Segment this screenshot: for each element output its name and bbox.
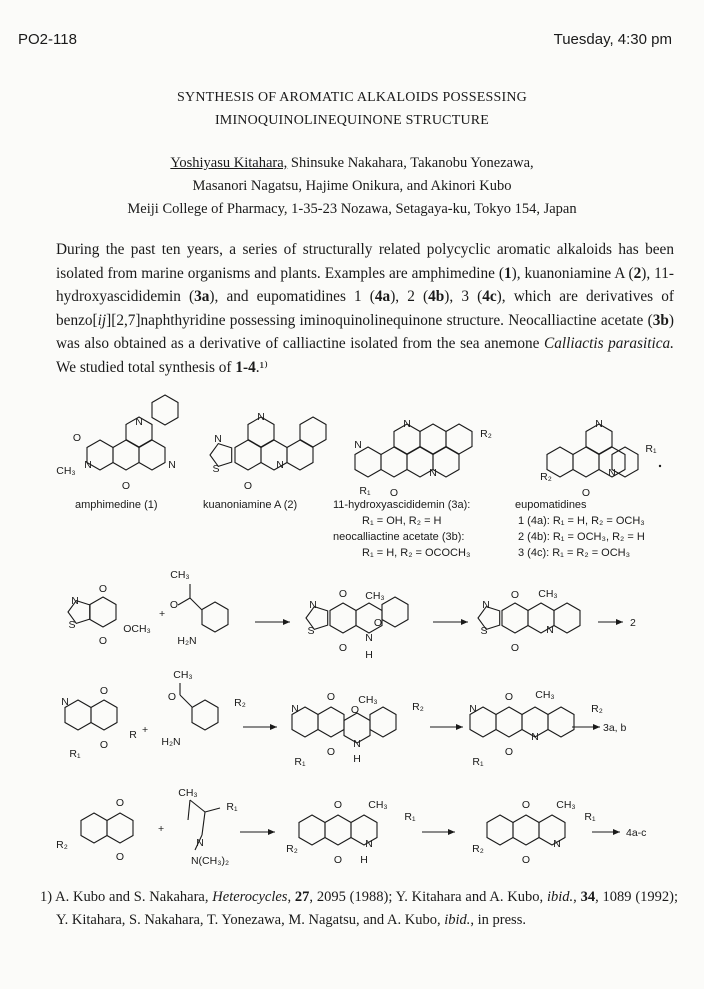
reaction-arrow-head	[268, 829, 275, 835]
abstract-segment: 4c	[482, 288, 497, 306]
caption-eupomatidines: eupomatidines	[515, 499, 587, 511]
atom-label: H	[353, 753, 361, 765]
atom-label: CH₃	[538, 588, 558, 600]
abstract-segment: 1-4	[235, 358, 256, 376]
caption-3a-substituents: R₁ = OH, R₂ = H	[362, 515, 442, 527]
ring-bond	[548, 707, 574, 737]
bond	[202, 812, 205, 835]
ring-bond	[330, 603, 356, 633]
atom-label: R₁	[69, 748, 81, 760]
abstract-segment: .¹⁾	[255, 358, 268, 376]
atom-label: O	[115, 851, 125, 863]
bond	[190, 598, 202, 610]
abstract-segment: ), which are derivatives of benzo[	[56, 288, 674, 329]
footnote-reference	[40, 886, 678, 932]
abstract-segment: 1	[503, 264, 512, 282]
atom-label: S	[68, 619, 76, 631]
ring-bond	[351, 815, 377, 845]
atom-label: N	[135, 416, 143, 428]
atom-label: O	[243, 480, 253, 492]
reaction-arrow-head	[456, 724, 463, 730]
abstract-code: PO2-118	[18, 31, 77, 48]
atom-label: N	[546, 624, 554, 636]
atom-label: S	[212, 463, 220, 475]
atom-label: R₁	[294, 756, 306, 768]
coauthors: Shinsuke Nakahara, Takanobu Yonezawa,	[287, 155, 534, 171]
atom-label: N	[482, 599, 490, 611]
abstract-segment: ij	[97, 311, 107, 329]
atom-label: N	[309, 599, 317, 611]
atom-label: N(CH₃)₂	[190, 855, 230, 867]
atom-label: N	[61, 696, 69, 708]
atom-label: N	[365, 632, 373, 644]
atom-label: O	[338, 588, 348, 600]
ring-bond	[202, 602, 228, 632]
period-dot	[659, 465, 661, 467]
abstract-segment: During the past ten years, a series of structurally related polycyclic aromatic alkaloids has been isolated from marine organisms and plants. Examples are amphimedine (	[56, 241, 674, 282]
footnote-segment: 1) A. Kubo and S. Nakahara,	[40, 889, 213, 905]
caption-kuanoniamine: kuanoniamine A (2)	[203, 499, 298, 511]
atom-label: H₂N	[177, 635, 197, 647]
atom-label: R	[129, 729, 137, 741]
atom-label: O	[504, 746, 514, 758]
atom-label: R₁	[404, 811, 416, 823]
atom-label: N	[403, 418, 411, 430]
reaction-arrow-head	[613, 829, 620, 835]
atom-label: O	[338, 642, 348, 654]
abstract-segment: ), kuanoniamine A (	[511, 264, 634, 282]
atom-label: N	[365, 838, 373, 850]
abstract-segment: We studied total synthesis of	[56, 358, 236, 376]
abstract-segment: ) was also obtained as a derivative of calliactine isolated from the sea anemone	[56, 311, 674, 353]
atom-label: O	[521, 799, 531, 811]
atom-label: H	[365, 649, 373, 661]
abstract-segment: 3a	[194, 288, 210, 306]
ring-bond	[355, 447, 381, 477]
atom-label: O	[350, 704, 360, 716]
authors-line-2: Masanori Nagatsu, Hajime Onikura, and Akinori Kubo	[192, 178, 512, 194]
atom-label: R₂	[472, 843, 484, 855]
ring-bond	[370, 707, 396, 737]
caption-3b-substituents: R₁ = H, R₂ = OCOCH₃	[362, 547, 471, 559]
footnote-segment: 27	[294, 889, 310, 905]
footnote-segment: , in press.	[470, 912, 526, 928]
caption-3a: 11-hydroxyascididemin (3a):	[333, 499, 471, 511]
atom-label: R₂	[480, 428, 492, 440]
footnote-segment: ,	[287, 889, 295, 905]
atom-label: O	[326, 691, 336, 703]
abstract-segment: 2	[633, 264, 642, 282]
footnote-segment: ,	[573, 889, 581, 905]
ring-bond	[90, 597, 116, 627]
atom-label: N	[553, 838, 561, 850]
atom-label: CH₃	[556, 799, 576, 811]
atom-label: O	[504, 691, 514, 703]
atom-label: O	[510, 589, 520, 601]
ring-bond	[502, 603, 528, 633]
abstract-segment: ), 11-hydroxyascididemin (	[56, 264, 674, 306]
reaction-arrow-head	[270, 724, 277, 730]
abstract-segment: 3b	[652, 311, 669, 329]
product-label-2: 2	[630, 617, 636, 629]
abstract-segment: ][2,7]naphthyridine possessing iminoquinolinequinone structure. Neocalliactine acetate (	[106, 311, 653, 329]
caption-amphimedine: amphimedine (1)	[75, 499, 158, 511]
atom-label: CH₃	[535, 689, 555, 701]
atom-label: R₂	[56, 839, 68, 851]
ring-bond	[554, 603, 580, 633]
footnote-segment: 34	[580, 889, 596, 905]
reaction-arrow-head	[616, 619, 623, 625]
ring-bond	[91, 700, 117, 730]
atom-label: H	[360, 854, 368, 866]
footnote-segment: ibid.	[546, 889, 574, 905]
ring-bond	[487, 815, 513, 845]
atom-label: N	[595, 418, 603, 430]
atom-label: R₁	[226, 801, 238, 813]
ring-bond	[81, 813, 107, 843]
ring-bond	[382, 597, 408, 627]
atom-label: N	[354, 439, 362, 451]
atom-label: R₁	[584, 811, 596, 823]
caption-4a: 1 (4a): R₁ = H, R₂ = OCH₃	[518, 515, 645, 527]
atom-label: N	[71, 595, 79, 607]
atom-label: O	[98, 583, 108, 595]
plus-sign: +	[159, 608, 166, 620]
atom-label: N	[276, 459, 284, 471]
atom-label: S	[480, 625, 488, 637]
reaction-arrow-head	[593, 724, 600, 730]
atom-label: O	[99, 739, 109, 751]
atom-label: N	[353, 738, 361, 750]
atom-label: O	[326, 746, 336, 758]
affiliation: Meiji College of Pharmacy, 1-35-23 Nozawa, Setagaya-ku, Tokyo 154, Japan	[127, 201, 577, 217]
ring-bond	[318, 707, 344, 737]
ring-bond	[325, 815, 351, 845]
atom-label: CH₃	[170, 569, 190, 581]
title-line-2: IMINOQUINOLINEQUINONE STRUCTURE	[214, 113, 490, 128]
atom-label: O	[169, 599, 179, 611]
atom-label: R₁	[645, 443, 657, 455]
atom-label: O	[98, 635, 108, 647]
atom-label: R₂	[540, 471, 552, 483]
product-label-4: 4a-c	[626, 827, 647, 839]
abstract-segment: ), 3 (	[444, 288, 483, 306]
bond	[190, 800, 205, 812]
atom-label: R₁	[359, 485, 371, 497]
footnote-segment: , 2095 (1988); Y. Kitahara and A. Kubo,	[309, 889, 547, 905]
atom-label: O	[72, 432, 82, 444]
atom-label: O	[581, 487, 591, 499]
abstract-segment: ), 2 (	[390, 288, 429, 306]
abstract-segment: ), and eupomatidines 1 (	[209, 288, 375, 306]
presenter-name: Yoshiyasu Kitahara,	[170, 155, 288, 171]
bond	[180, 695, 192, 707]
reaction-arrow-head	[461, 619, 468, 625]
bond	[205, 808, 220, 812]
atom-label: O	[115, 797, 125, 809]
atom-label: O	[333, 854, 343, 866]
footnote-segment: , 1089 (1992); Y. Kitahara, S. Nakahara, T. Yonezawa, M. Nagatsu, and A. Kubo,	[56, 889, 679, 928]
atom-label: O	[373, 617, 383, 629]
atom-label: N	[531, 731, 539, 743]
atom-label: N	[84, 459, 92, 471]
atom-label: CH₃	[358, 694, 378, 706]
atom-label: N	[469, 703, 477, 715]
atom-label: N	[429, 467, 437, 479]
atom-label: N	[214, 433, 222, 445]
product-label-3: 3a, b	[603, 722, 627, 734]
atom-label: R₂	[234, 697, 246, 709]
ring-bond	[107, 813, 133, 843]
ring-bond	[65, 700, 91, 730]
footnote-segment: ibid.	[444, 912, 471, 928]
session-time: Tuesday, 4:30 pm	[553, 31, 672, 48]
atom-label: CH₃	[365, 590, 385, 602]
reaction-arrow-head	[283, 619, 290, 625]
atom-label: CH₃	[173, 669, 193, 681]
atom-label: N	[168, 459, 176, 471]
title-line-1: SYNTHESIS OF AROMATIC ALKALOIDS POSSESSING	[177, 90, 527, 105]
atom-label: CH₃	[56, 465, 76, 477]
atom-label: N	[257, 411, 265, 423]
ring-bond	[539, 815, 565, 845]
caption-3b: neocalliactine acetate (3b):	[333, 531, 465, 543]
atom-label: R₂	[591, 703, 603, 715]
atom-label: O	[99, 685, 109, 697]
atom-label: H₂N	[161, 736, 181, 748]
atom-label: O	[510, 642, 520, 654]
abstract-segment: Calliactis parasitica.	[544, 335, 674, 353]
abstract-segment: 4a	[374, 288, 391, 306]
ring-bond	[192, 700, 218, 730]
atom-label: CH₃	[368, 799, 388, 811]
atom-label: N	[291, 703, 299, 715]
reaction-arrow-head	[448, 829, 455, 835]
plus-sign: +	[158, 823, 165, 835]
atom-label: O	[121, 480, 131, 492]
atom-label: R₂	[286, 843, 298, 855]
atom-label: O	[389, 487, 399, 499]
atom-label: O	[521, 854, 531, 866]
atom-label: O	[167, 691, 177, 703]
bond	[178, 598, 190, 605]
atom-label: N	[608, 467, 616, 479]
abstract-segment: 4b	[428, 288, 445, 306]
atom-label: O	[333, 799, 343, 811]
plus-sign: +	[142, 724, 149, 736]
ring-bond	[152, 395, 178, 425]
atom-label: CH₃	[178, 787, 198, 799]
ring-bond	[513, 815, 539, 845]
atom-label: S	[307, 625, 315, 637]
ring-bond	[299, 815, 325, 845]
ring-bond	[496, 707, 522, 737]
atom-label: R₁	[472, 756, 484, 768]
atom-label: OCH₃	[123, 623, 151, 635]
footnote-segment: Heterocycles	[212, 889, 288, 905]
atom-label: R₂	[412, 701, 424, 713]
atom-label: N	[196, 837, 204, 849]
caption-4b: 2 (4b): R₁ = OCH₃, R₂ = H	[518, 531, 645, 543]
bond	[188, 800, 190, 820]
caption-4c: 3 (4c): R₁ = R₂ = OCH₃	[518, 547, 631, 559]
